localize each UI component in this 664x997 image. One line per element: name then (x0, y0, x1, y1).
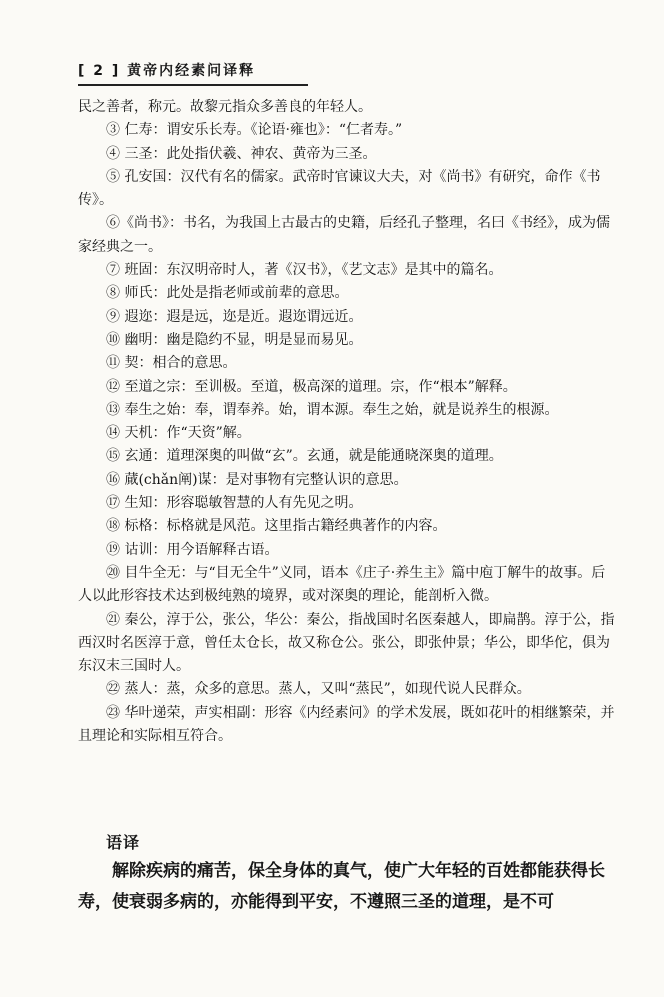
note-item: ㉑ 秦公，淳于公，张公，华公：秦公，指战国时名医秦越人，即扁鹊。淳于公，指西汉时名医淳于意，曾任太仓长，故又称仓公。张公，即张仲景；华公，即华佗，俱为东汉末三国时人。 (78, 611, 615, 675)
note-item: ⑭ 天机：作“天资”解。 (106, 425, 251, 442)
note-item: ⑮ 玄通：道理深奥的叫做“玄”。玄通，就是能通晓深奥的道理。 (106, 448, 503, 465)
page-number: [ 2 ] (78, 63, 121, 79)
note-item: ⑯ 蕆(chǎn阐)谋：是对事物有完整认识的意思。 (106, 471, 408, 488)
note-item: ⑲ 诂训：用今语解释古语。 (106, 541, 279, 558)
note-item: ③ 仁寿：谓安乐长寿。《论语·雍也》：“仁者寿。” (106, 122, 403, 139)
translation-paragraph: 解除疾病的痛苦，保全身体的真气，使广大年轻的百姓都能获得长寿，使衰弱多病的，亦能得到平安，不遵照三圣的道理，是不可 (78, 861, 605, 912)
note-item: ㉓ 华叶递荣，声实相副：形容《内经素问》的学术发展，既如花叶的相继繁荣，并且理论和实际相互符合。 (78, 704, 615, 745)
note-item: ⑦ 班固：东汉明帝时人，著《汉书》，《艺文志》是其中的篇名。 (106, 262, 503, 279)
note-item: ④ 三圣：此处指伏羲、神农、黄帝为三圣。 (106, 145, 377, 162)
note-item: ⑱ 标格：标格就是风范。这里指古籍经典著作的内容。 (106, 518, 447, 535)
note-item: ⑪ 契：相合的意思。 (106, 355, 237, 372)
note-item: ⑤ 孔安国：汉代有名的儒家。武帝时官谏议大夫，对《尚书》有研究，命作《书传》。 (78, 168, 601, 209)
note-item: ⑨ 遐迩：遐是远，迩是近。遐迩谓远近。 (106, 308, 363, 325)
note-item: ⑬ 奉生之始：奉，谓奉养。始，谓本源。奉生之始，就是说养生的根源。 (106, 401, 559, 418)
annotation-notes (78, 96, 618, 748)
note-item: ⑳ 目牛全无：与“目无全牛”义同，语本《庄子·养生主》篇中庖丁解牛的故事。后人以此形容技术达到极纯熟的境界，或对深奥的理论，能剖析入微。 (78, 564, 606, 605)
running-header (78, 60, 328, 80)
note-item: ⑰ 生知：形容聪敏智慧的人有先见之明。 (106, 495, 363, 512)
note-item: ⑫ 至道之宗：至训极。至道，极高深的道理。宗，作“根本”解释。 (106, 378, 517, 395)
note-item: ⑩ 幽明：幽是隐约不显，明是显而易见。 (106, 331, 363, 348)
section-title: 语译 (106, 833, 141, 852)
note-item: 民之善者，称元。故黎元指众多善良的年轻人。 (78, 99, 372, 115)
book-title: 黄帝内经素问译释 (127, 63, 256, 79)
note-item: ㉒ 蒸人：蒸，众多的意思。蒸人，又叫“蒸民”，如现代说人民群众。 (106, 681, 531, 698)
note-item: ⑧ 师氏：此处是指老师或前辈的意思。 (106, 285, 349, 302)
note-item: ⑥《尚书》：书名，为我国上古最古的史籍，后经孔子整理，名曰《书经》，成为儒家经典之一。 (78, 215, 610, 255)
header-rule (78, 84, 308, 86)
translation-text (78, 856, 618, 918)
